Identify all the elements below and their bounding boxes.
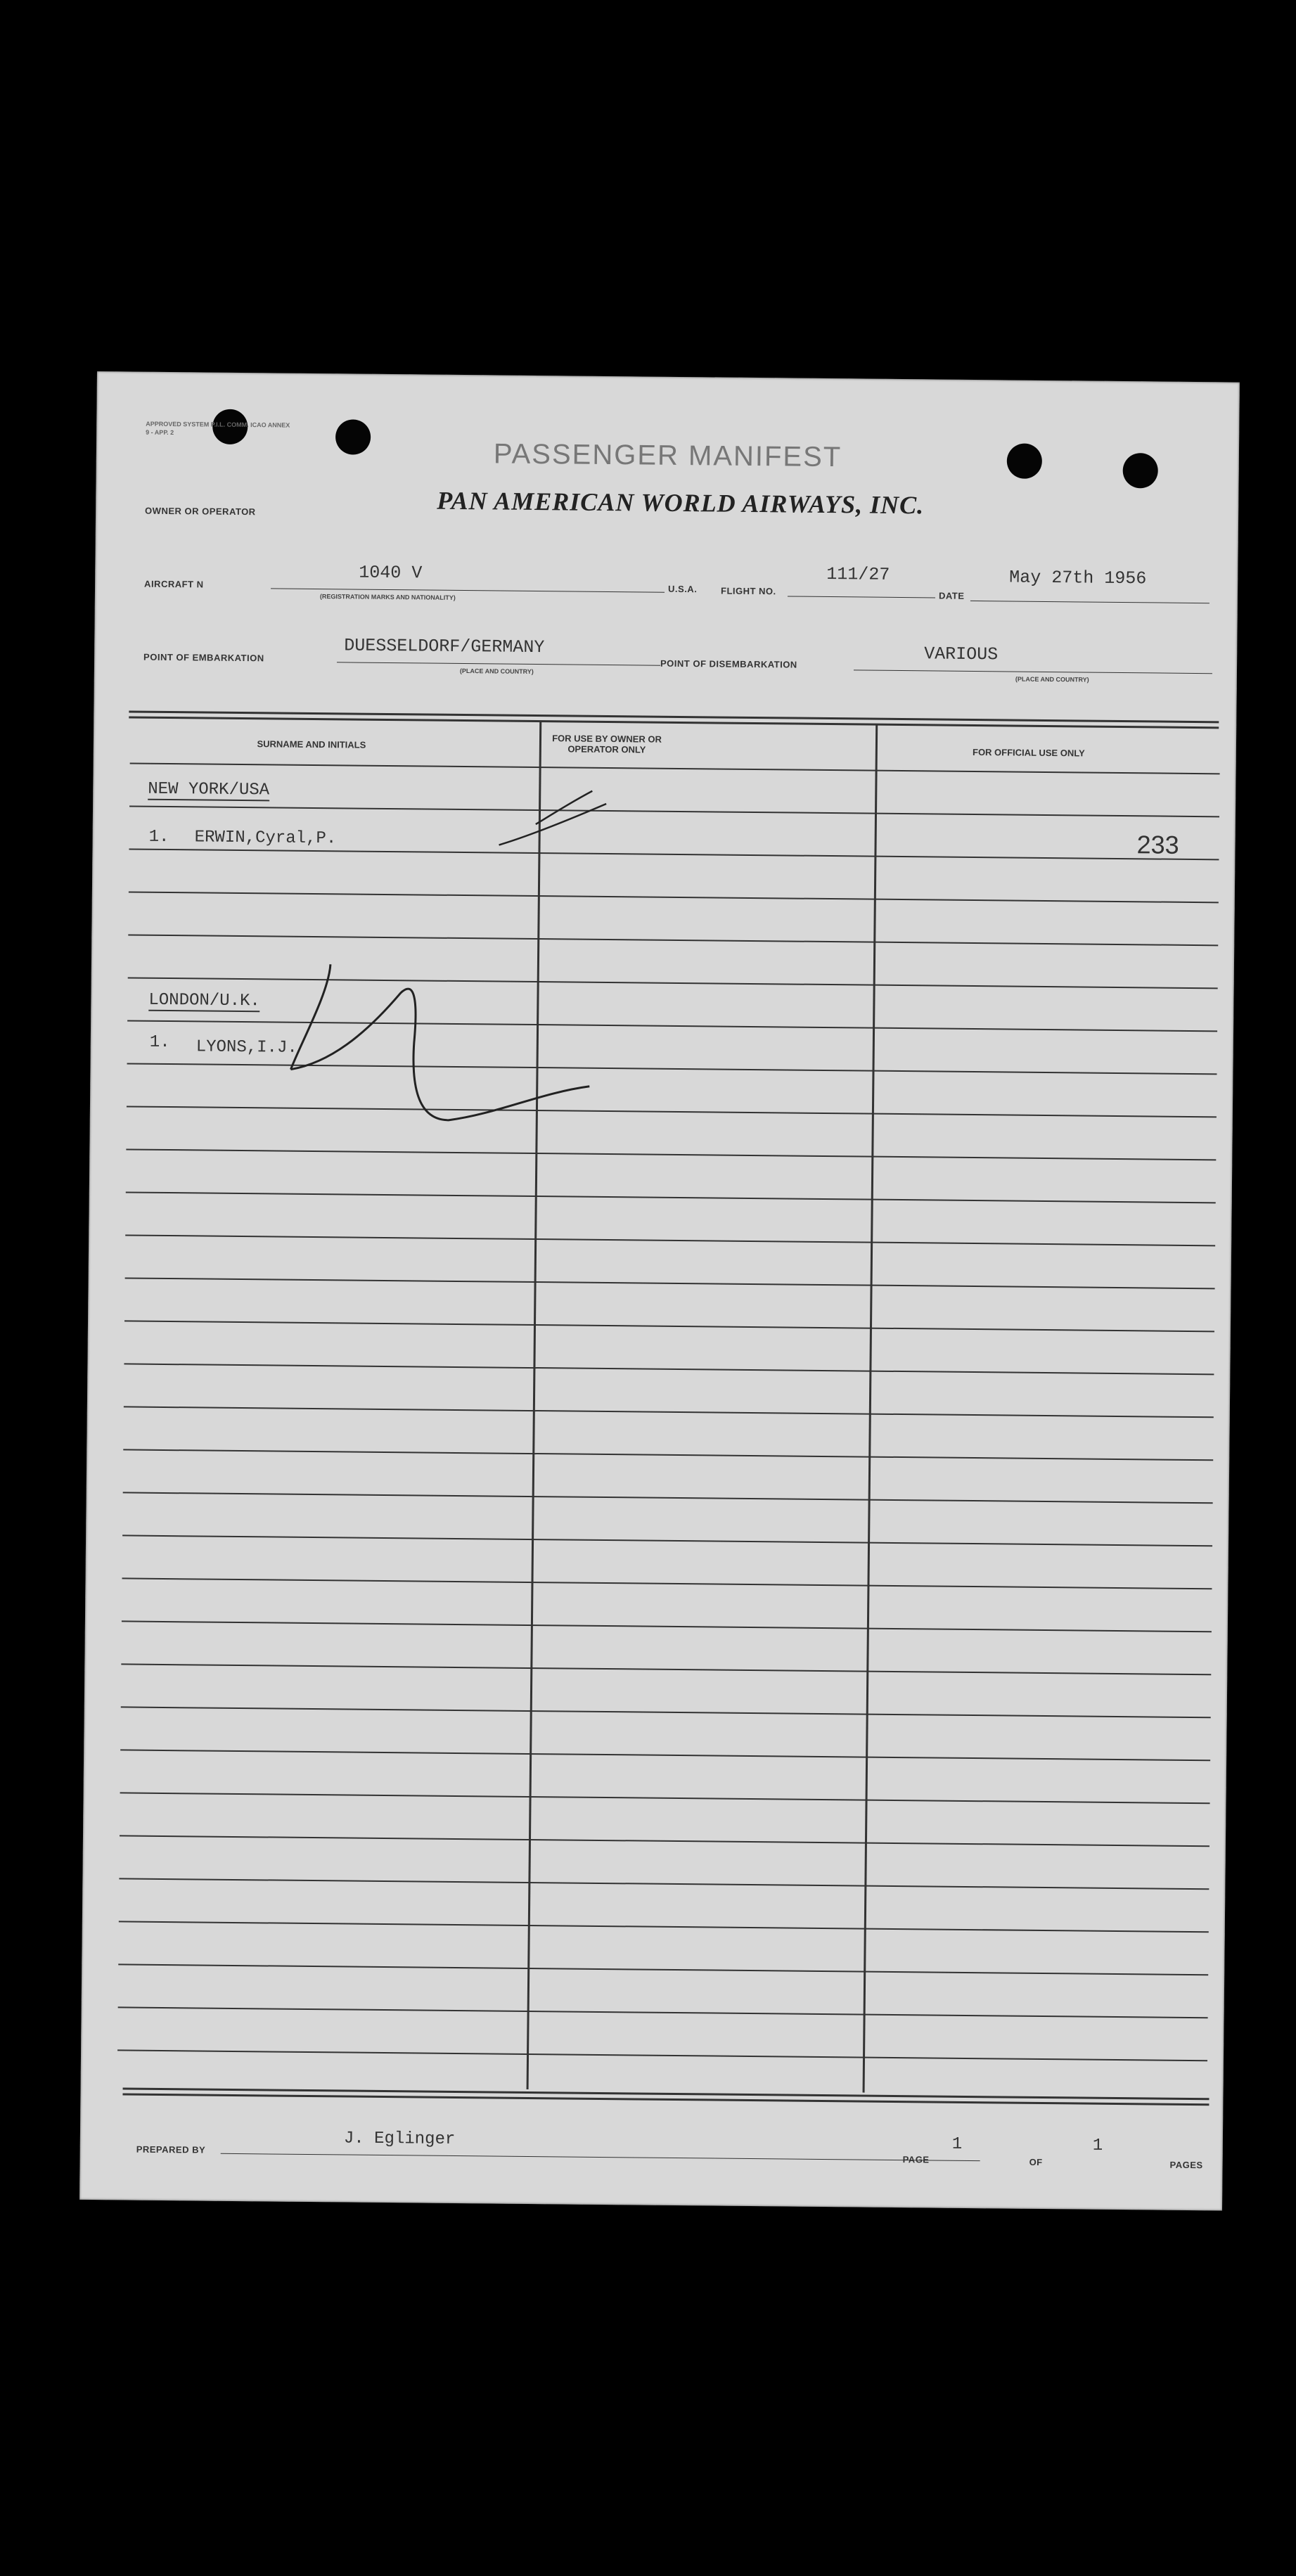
table-rule-line [126, 1191, 1216, 1203]
table-rule-line [128, 934, 1218, 946]
prepared-by-value: J. Eglinger [343, 2129, 456, 2150]
table-rule-line [126, 1148, 1216, 1160]
page-label: PAGE [902, 2154, 930, 2165]
table-rule-line [117, 2049, 1207, 2061]
table-rule-line [121, 1663, 1211, 1675]
punch-hole [1007, 443, 1042, 478]
embarkation-label: POINT OF EMBARKATION [143, 651, 264, 664]
table-rule-line [120, 1835, 1210, 1847]
table-rule-line [118, 2006, 1208, 2018]
embarkation-sublabel: (PLACE AND COUNTRY) [459, 667, 534, 675]
passenger-number: 1. [149, 1032, 170, 1053]
passenger-name: LYONS,I.J. [195, 1037, 297, 1058]
table-rule-line [124, 1406, 1214, 1418]
table-rule-line [121, 1706, 1211, 1718]
column-header-owner-use: FOR USE BY OWNER OR OPERATOR ONLY [552, 733, 662, 755]
column-header-surname: SURNAME AND INITIALS [257, 738, 366, 750]
handwritten-scrawl [287, 950, 654, 1136]
table-rule-line [118, 1963, 1208, 1975]
punch-hole [335, 419, 371, 454]
flight-value: 111/27 [826, 563, 890, 585]
table-rule-line [122, 1577, 1212, 1589]
official-number: 233 [1136, 830, 1179, 859]
flight-label: FLIGHT NO. [720, 585, 776, 597]
disembarkation-label: POINT OF DISEMBARKATION [660, 658, 797, 670]
prepared-by-label: PREPARED BY [136, 2144, 206, 2155]
table-rule-line [124, 1320, 1214, 1332]
table-rule-line [130, 762, 1220, 774]
table-rule-line [120, 1749, 1210, 1761]
punch-hole [1122, 453, 1157, 488]
aircraft-value: 1040 V [359, 562, 423, 584]
table-rule-line [125, 1277, 1215, 1289]
country-label: U.S.A. [667, 583, 698, 595]
date-value: May 27th 1956 [1009, 567, 1147, 589]
embarkation-underline [337, 662, 660, 665]
page-value: 1 [951, 2134, 963, 2154]
table-rule-line [125, 1234, 1215, 1246]
footer-rule [122, 2093, 1209, 2106]
disembarkation-sublabel: (PLACE AND COUNTRY) [1015, 675, 1089, 684]
table-rule-line [122, 1620, 1212, 1632]
table-rule-line [129, 848, 1219, 860]
column-divider [527, 722, 542, 2089]
flight-underline [788, 596, 935, 598]
disembarkation-underline [854, 669, 1212, 674]
manifest-sheet [79, 371, 1240, 2210]
table-rule-line [119, 1878, 1209, 1890]
table-rule-line [129, 891, 1219, 903]
table-rule-line [129, 805, 1219, 817]
table-rule-line [119, 1921, 1209, 1933]
table-rule-line [123, 1492, 1213, 1504]
passenger-name: ERWIN,Cyral,P. [194, 828, 337, 849]
pages-label: PAGES [1169, 2159, 1203, 2171]
date-underline [970, 601, 1210, 603]
table-rule-line [122, 1534, 1212, 1546]
owner-label: OWNER OR OPERATOR [145, 505, 256, 518]
aircraft-underline [271, 588, 665, 592]
disembarkation-value: VARIOUS [924, 643, 999, 665]
aircraft-label: AIRCRAFT N [144, 578, 204, 590]
aircraft-sublabel: (REGISTRATION MARKS AND NATIONALITY) [319, 593, 456, 601]
destination-london: LONDON/U.K. [148, 990, 260, 1011]
embarkation-value: DUESSELDORF/GERMANY [344, 635, 545, 658]
table-rule-line [124, 1363, 1214, 1375]
column-divider [863, 725, 878, 2093]
handwritten-check-mark [486, 769, 641, 854]
airline-name: PAN AMERICAN WORLD AIRWAYS, INC. [437, 486, 925, 520]
header-rule [129, 716, 1219, 729]
approval-stamp: APPROVED SYSTEM P.I.L. COMM. ICAO ANNEX 9 - APP. 2 [146, 420, 290, 437]
of-value: 1 [1092, 2136, 1103, 2155]
destination-new-york: NEW YORK/USA [148, 779, 270, 800]
ruled-lines [97, 371, 1240, 383]
table-rule-line [120, 1792, 1210, 1804]
of-label: OF [1029, 2156, 1043, 2168]
prepared-by-underline [221, 2153, 980, 2161]
date-label: DATE [938, 590, 965, 601]
page-title: PASSENGER MANIFEST [493, 438, 842, 473]
passenger-number: 1. [148, 827, 169, 847]
table-rule-line [123, 1449, 1213, 1461]
column-header-official-use: FOR OFFICIAL USE ONLY [972, 746, 1085, 759]
